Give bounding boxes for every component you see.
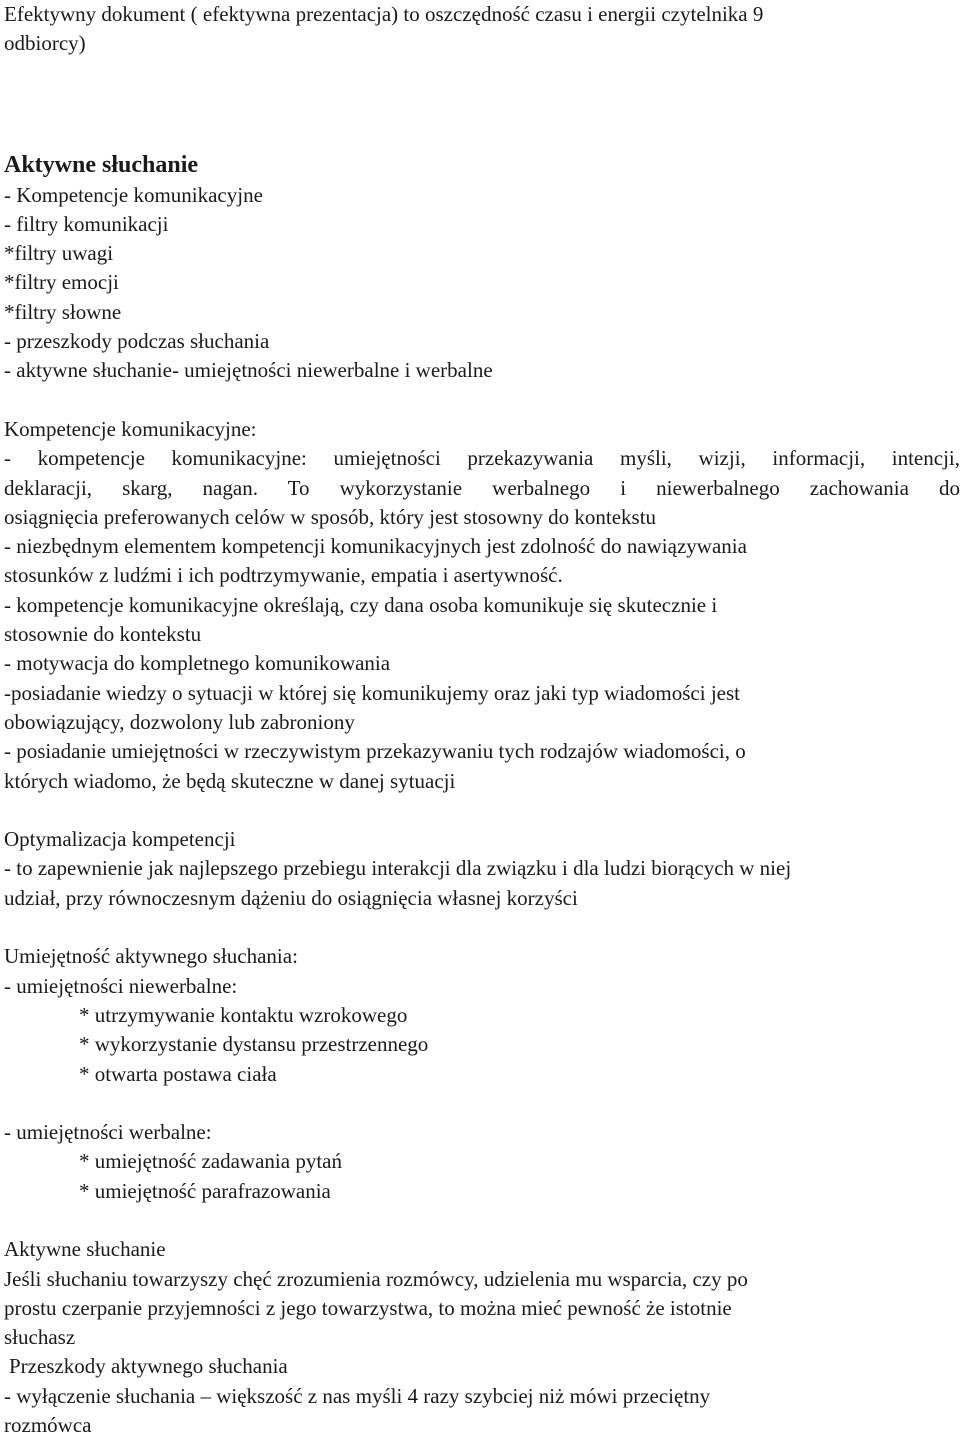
paragraph-line: -posiadanie wiedzy o sytuacji w której się komunikujemy oraz jaki typ wiadomości jest <box>4 680 740 705</box>
intro-line-2: odbiorcy) <box>4 31 86 56</box>
list-item: - Kompetencje komunikacyjne <box>4 182 263 207</box>
nonverbal-label: - umiejętności niewerbalne: <box>4 973 238 998</box>
paragraph-line: - niezbędnym elementem kompetencji komunikacyjnych jest zdolność do nawiązywania <box>4 534 747 559</box>
list-item: - przeszkody podczas słuchania <box>4 329 270 354</box>
paragraph-line: słuchasz <box>4 1325 76 1350</box>
list-item: * otwarta postawa ciała <box>79 1061 277 1086</box>
list-item: - filtry komunikacji <box>4 211 169 236</box>
paragraph-line: rozmówca <box>4 1413 92 1438</box>
paragraph-line: prostu czerpanie przyjemności z jego towarzystwa, to można mieć pewność że istotnie <box>4 1295 732 1320</box>
paragraph-line: stosownie do kontekstu <box>4 622 202 647</box>
list-item: *filtry uwagi <box>4 241 114 266</box>
intro-line-1: Efektywny dokument ( efektywna prezentacja) to oszczędność czasu i energii czytelnika 9 <box>4 2 764 26</box>
paragraph-line: stosunków z ludźmi i ich podtrzymywanie, empatia i asertywność. <box>4 563 563 588</box>
paragraph-line: obowiązujący, dozwolony lub zabroniony <box>4 709 355 734</box>
verbal-label: - umiejętności werbalne: <box>4 1120 212 1145</box>
heading-skills: Umiejętność aktywnego słuchania: <box>4 944 298 969</box>
list-item: - aktywne słuchanie- umiejętności niewerbalne i werbalne <box>4 358 493 383</box>
paragraph-line: - kompetencje komunikacyjne określają, czy dana osoba komunikuje się skutecznie i <box>4 592 718 617</box>
spacer <box>4 59 960 147</box>
list-item: *filtry emocji <box>4 270 119 295</box>
heading-obstacles: Przeszkody aktywnego słuchania <box>9 1354 288 1379</box>
spacer <box>4 913 960 942</box>
paragraph-line: których wiadomo, że będą skuteczne w danej sytuacji <box>4 768 456 793</box>
paragraph-line: - kompetencje komunikacyjne: umiejętności przekazywania myśli, wizji, informacji, intencji, <box>4 446 960 471</box>
heading-optimization: Optymalizacja kompetencji <box>4 827 236 852</box>
paragraph-line: osiągnięcia preferowanych celów w sposób, który jest stosowny do kontekstu <box>4 504 657 529</box>
paragraph-line: - posiadanie umiejętności w rzeczywistym przekazywaniu tych rodzajów wiadomości, o <box>4 739 746 764</box>
heading-active-listening: Aktywne słuchanie <box>4 151 199 178</box>
list-item: * umiejętność zadawania pytań <box>79 1149 342 1174</box>
heading-competences: Kompetencje komunikacyjne: <box>4 416 257 441</box>
spacer <box>4 796 960 825</box>
list-item: * umiejętność parafrazowania <box>79 1178 331 1203</box>
spacer <box>4 1089 960 1118</box>
paragraph-line: - to zapewnienie jak najlepszego przebiegu interakcji dla związku i dla ludzi biorących w niej <box>4 856 792 881</box>
spacer <box>4 386 960 415</box>
list-item: * utrzymywanie kontaktu wzrokowego <box>79 1002 408 1027</box>
paragraph-line: deklaracji, skarg, nagan. To wykorzystanie werbalnego i niewerbalnego zachowania do <box>4 475 960 500</box>
heading-active-listening-2: Aktywne słuchanie <box>4 1237 166 1262</box>
list-item: * wykorzystanie dystansu przestrzennego <box>79 1032 429 1057</box>
document-page <box>4 0 960 1440</box>
paragraph-line: - motywacja do kompletnego komunikowania <box>4 651 391 676</box>
list-item: *filtry słowne <box>4 299 122 324</box>
paragraph-line: Jeśli słuchaniu towarzyszy chęć zrozumienia rozmówcy, udzielenia mu wsparcia, czy po <box>4 1266 748 1291</box>
spacer <box>4 1206 960 1235</box>
paragraph-line: udział, przy równoczesnym dążeniu do osiągnięcia własnej korzyści <box>4 885 578 910</box>
paragraph-line: - wyłączenie słuchania – większość z nas myśli 4 razy szybciej niż mówi przeciętny <box>4 1383 711 1408</box>
